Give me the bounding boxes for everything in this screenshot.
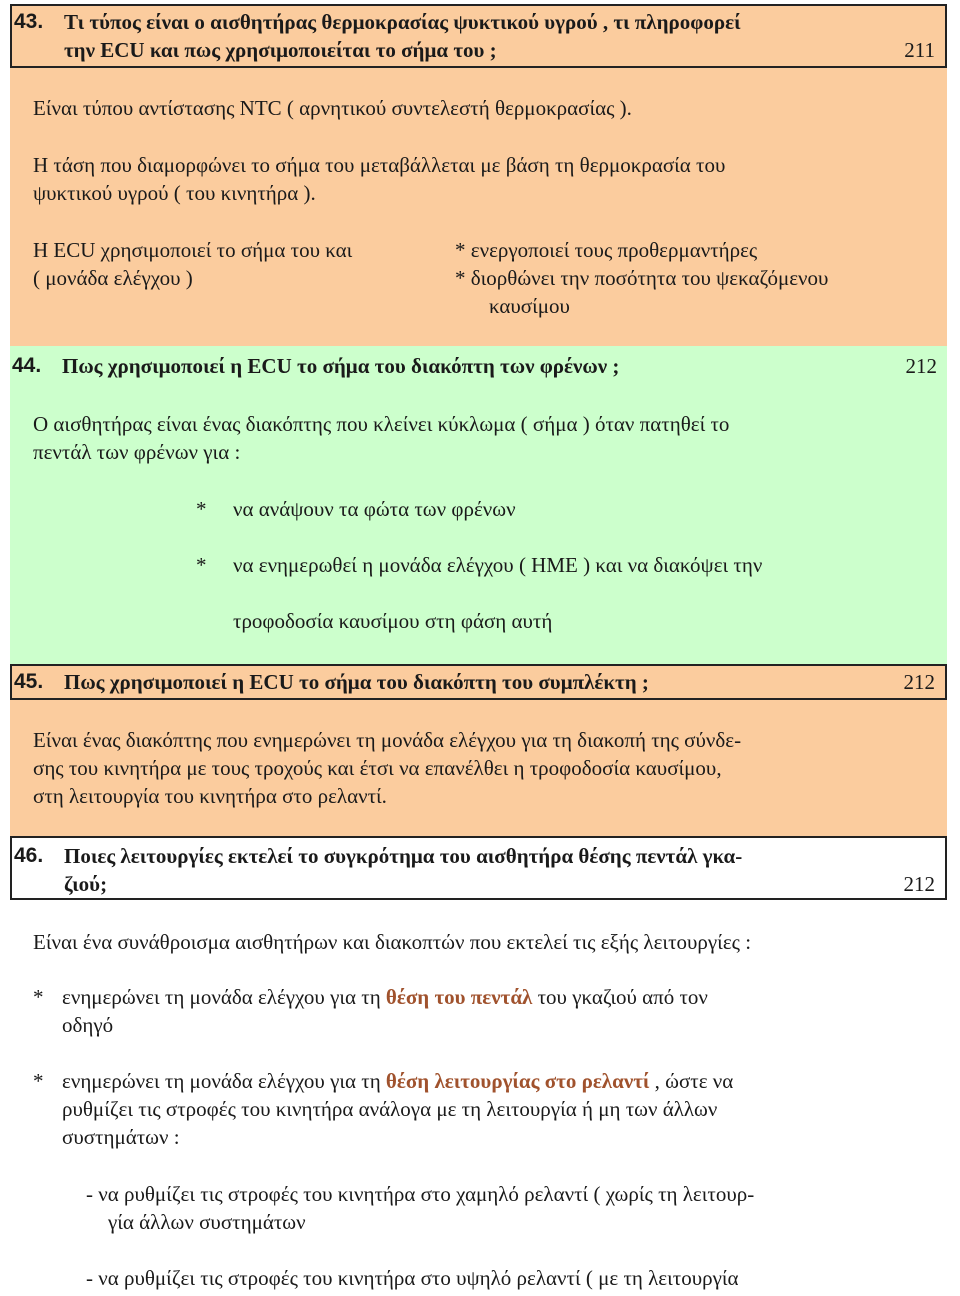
q44-text-line: Ο αισθητήρας είναι ένας διακόπτης που κλείνει κύκλωμα ( σήμα ) όταν πατηθεί το <box>33 412 730 436</box>
q46-item2-cont: συστημάτων : <box>62 1125 180 1149</box>
q45-number: 45. <box>14 670 44 693</box>
q43-text-line: Η ECU χρησιμοποιεί το σήμα του και <box>33 238 353 262</box>
q44-bullet: * <box>196 553 207 577</box>
q43-text-line: ψυκτικού υγρού ( του κινητήρα ). <box>33 181 316 205</box>
q46-item1-cont: οδηγό <box>62 1013 114 1037</box>
q45-text-line: σης του κινητήρα με τους τροχούς και έτσι να επανέλθει η τροφοδοσία καυσίμου, <box>33 756 722 780</box>
q46-dash-item-cont: γία άλλων συστημάτων <box>108 1210 306 1234</box>
q46-item1-post: του γκαζιού από τον <box>532 985 708 1009</box>
q43-page-number: 211 <box>904 38 935 62</box>
q46-item2-pre: ενημερώνει τη μονάδα ελέγχου για τη <box>62 1069 386 1093</box>
q44-bullet-item: να ενημερωθεί η μονάδα ελέγχου ( ΗΜΕ ) και να διακόψει την <box>233 553 763 577</box>
q43-bullet-item-cont: καυσίμου <box>489 294 570 318</box>
q46-item2-highlight: θέση λειτουργίας στο ρελαντί <box>385 1069 650 1093</box>
q43-number: 43. <box>14 10 44 33</box>
q46-item1-bullet: * <box>33 985 44 1009</box>
q45-heading <box>10 664 947 700</box>
q43-bullet-item: * διορθώνει την ποσότητα του ψεκαζόμενου <box>455 266 829 290</box>
q44-bullet-item: να ανάψουν τα φώτα των φρένων <box>233 497 516 521</box>
q45-text-line: στη λειτουργία του κινητήρα στο ρελαντί. <box>33 784 387 808</box>
q46-dash-item: - να ρυθμίζει τις στροφές του κινητήρα στο χαμηλό ρελαντί ( χωρίς τη λειτουρ- <box>86 1182 755 1206</box>
q46-title-line1: Ποιες λειτουργίες εκτελεί το συγκρότημα του αισθητήρα θέσης πεντάλ γκα- <box>64 844 743 868</box>
q45-page-number: 212 <box>903 670 935 694</box>
q44-text-line: πεντάλ των φρένων για : <box>33 440 241 464</box>
q44-number: 44. <box>12 354 42 377</box>
q43-bullet-item: * ενεργοποιεί τους προθερμαντήρες <box>455 238 758 262</box>
q44-page-number: 212 <box>905 354 937 378</box>
q46-dash-item: - να ρυθμίζει τις στροφές του κινητήρα στο υψηλό ρελαντί ( με τη λειτουργία <box>86 1266 739 1290</box>
q43-text-line: Είναι τύπου αντίστασης NTC ( αρνητικού συντελεστή θερμοκρασίας ). <box>33 96 632 120</box>
q46-item1-pre: ενημερώνει τη μονάδα ελέγχου για τη <box>62 985 386 1009</box>
q46-item2-bullet: * <box>33 1069 44 1093</box>
q44-heading <box>10 350 947 384</box>
q43-heading <box>10 4 947 68</box>
q45-title: Πως χρησιμοποιεί η ECU το σήμα του διακόπτη του συμπλέκτη ; <box>64 670 649 694</box>
q44-title: Πως χρησιμοποιεί η ECU το σήμα του διακόπτη των φρένων ; <box>62 354 620 378</box>
q43-title-line1: Τι τύπος είναι ο αισθητήρας θερμοκρασίας ψυκτικού υγρού , τι πληροφορεί <box>64 10 741 34</box>
q46-item1-line <box>62 985 708 1010</box>
q44-bullet-item-cont: τροφοδοσία καυσίμου στη φάση αυτή <box>233 609 553 633</box>
q45-text-line: Είναι ένας διακόπτης που ενημερώνει τη μονάδα ελέγχου για τη διακοπή της σύνδε- <box>33 728 742 752</box>
q46-item1-highlight: θέση του πεντάλ <box>385 985 533 1009</box>
q46-item2-cont: ρυθμίζει τις στροφές του κινητήρα ανάλογα με τη λειτουργία ή μη των άλλων <box>62 1097 718 1121</box>
q43-text-line: ( μονάδα ελέγχου ) <box>33 266 193 290</box>
q43-title-line2: την ECU και πως χρησιμοποιείται το σήμα του ; <box>64 38 497 62</box>
q46-title-line2: ζιού; <box>64 872 108 896</box>
q44-bullet: * <box>196 497 207 521</box>
q46-item2-post: , ώστε να <box>649 1069 734 1093</box>
q46-heading <box>10 836 947 900</box>
q46-intro: Είναι ένα συνάθροισμα αισθητήρων και διακοπτών που εκτελεί τις εξής λειτουργίες : <box>33 930 752 954</box>
q46-page-number: 212 <box>903 872 935 896</box>
q46-item2-line <box>62 1069 733 1094</box>
q43-text-line: Η τάση που διαμορφώνει το σήμα του μεταβάλλεται με βάση τη θερμοκρασία του <box>33 153 726 177</box>
q46-number: 46. <box>14 844 44 867</box>
